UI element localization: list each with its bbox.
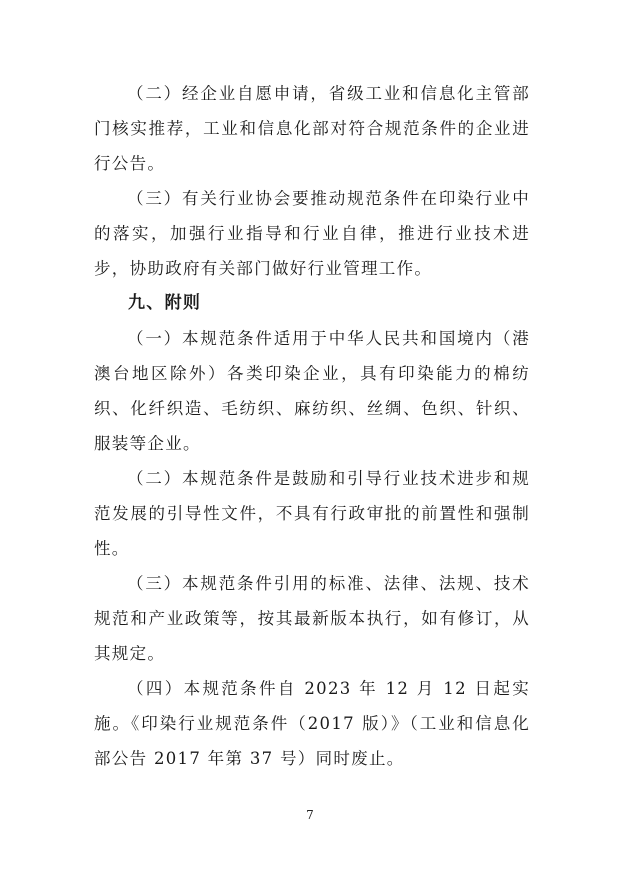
section-heading-9: 九、附则	[128, 293, 202, 313]
paragraph-2-2: （二）经企业自愿申请，省级工业和信息化主管部门核实推荐，工业和信息化部对符合规范条件的企业进行公告。	[94, 84, 530, 173]
paragraph-2-3: （三）有关行业协会要推动规范条件在印染行业中的落实，加强行业指导和行业自律，推进行业技术进步，协助政府有关部门做好行业管理工作。	[94, 189, 530, 278]
paragraph-9-1: （一）本规范条件适用于中华人民共和国境内（港澳台地区除外）各类印染企业，具有印染能力的棉纺织、化纤织造、毛纺织、麻纺织、丝绸、色织、针织、服装等企业。	[94, 329, 530, 453]
paragraph-9-2: （二）本规范条件是鼓励和引导行业技术进步和规范发展的引导性文件，不具有行政审批的前置性和强制性。	[94, 469, 530, 558]
paragraph-9-3: （三）本规范条件引用的标准、法律、法规、技术规范和产业政策等，按其最新版本执行，如有修订，从其规定。	[94, 574, 530, 663]
document-body	[94, 76, 530, 776]
page-number: 7	[306, 808, 314, 822]
paragraph-9-4: （四）本规范条件自 2023 年 12 月 12 日起实施。《印染行业规范条件（2017 版）》（工业和信息化部公告 2017 年第 37 号）同时废止。	[94, 679, 530, 768]
